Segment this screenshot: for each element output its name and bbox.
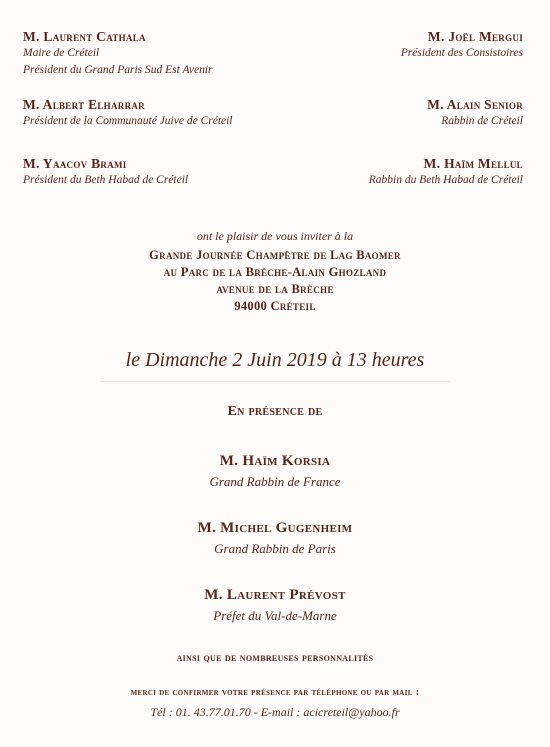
- event-date: le Dimanche 2 Juin 2019 à 13 heures: [125, 349, 425, 371]
- guest-name: M. Laurent Prévost: [204, 587, 346, 603]
- divider: [100, 381, 450, 382]
- presence-title: En présence de: [227, 404, 323, 419]
- host-albert-elharrar: [23, 96, 283, 130]
- host-name: M. Albert Elharrar: [23, 97, 145, 112]
- guest-role: Grand Rabbin de Paris: [214, 541, 336, 556]
- host-name: M. Yaacov Brami: [23, 156, 127, 171]
- rsvp-text: merci de confirmer votre présence par téléphone ou par mail :: [130, 687, 420, 698]
- guest-michel-gugenheim: [0, 518, 550, 559]
- other-personalities: ainsi que de nombreuses personnalités: [176, 652, 374, 664]
- host-role: Président des Consistoires: [400, 47, 523, 59]
- guest-name: M. Haïm Korsia: [219, 453, 331, 469]
- host-role: Président du Beth Habad de Créteil: [23, 174, 189, 186]
- host-alain-senior: [263, 96, 523, 130]
- host-yaacov-brami: [23, 155, 283, 189]
- guest-role: Préfet du Val-de-Marne: [213, 608, 337, 623]
- host-name: M. Alain Senior: [427, 97, 523, 112]
- host-laurent-cathala: [23, 28, 283, 79]
- host-name: M. Laurent Cathala: [23, 29, 146, 44]
- host-haim-mellul: [263, 155, 523, 189]
- guest-role: Grand Rabbin de France: [209, 474, 341, 489]
- host-joel-mergui: [263, 28, 523, 62]
- event-venue: [0, 247, 550, 315]
- event-city: 94000 Créteil: [234, 299, 316, 313]
- host-role: Président de la Communauté Juive de Créteil: [23, 115, 233, 127]
- invitation-intro: ont le plaisir de vous inviter à la: [196, 229, 354, 243]
- host-role: Président du Grand Paris Sud Est Avenir: [23, 64, 213, 76]
- host-role: Rabbin de Créteil: [441, 115, 523, 127]
- guest-laurent-prevost: [0, 585, 550, 626]
- host-role: Rabbin du Beth Habad de Créteil: [368, 174, 523, 186]
- host-name: M. Haïm Mellul: [423, 156, 523, 171]
- host-role: Maire de Créteil: [23, 47, 100, 59]
- event-place: au Parc de la Brèche-Alain Ghozland: [163, 265, 387, 279]
- event-address: avenue de la Brèche: [216, 282, 334, 296]
- guest-haim-korsia: [0, 451, 550, 492]
- rsvp-contact: Tél : 01. 43.77.01.70 - E-mail : acicreteil@yahoo.fr: [150, 705, 400, 719]
- host-name: M. Joël Mergui: [427, 29, 523, 44]
- guest-name: M. Michel Gugenheim: [197, 520, 353, 536]
- event-title: Grande Journée Champêtre de Lag Baomer: [149, 248, 401, 262]
